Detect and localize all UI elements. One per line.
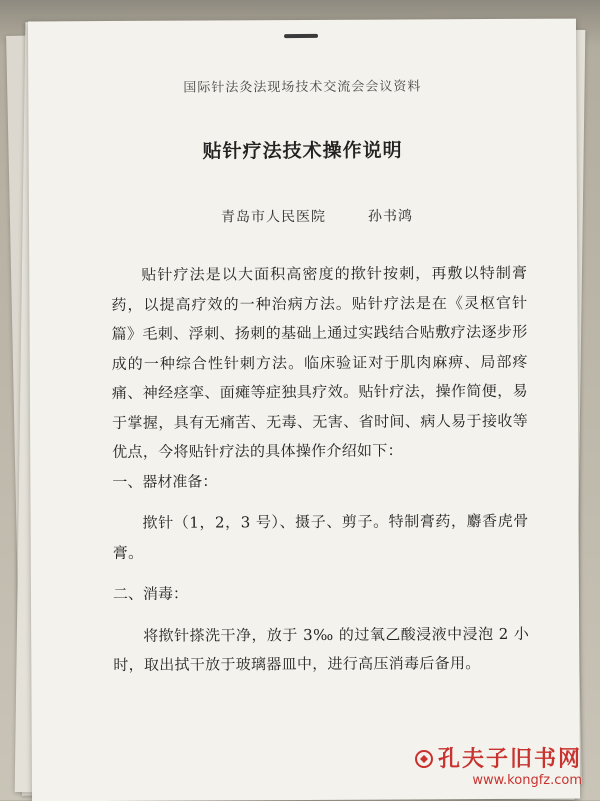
- watermark-logo-icon: [414, 749, 434, 773]
- document-body: [111, 259, 529, 681]
- document-title: 贴针疗法技术操作说明: [202, 139, 403, 163]
- watermark-title: [414, 742, 582, 774]
- staple: [284, 34, 318, 38]
- byline: [221, 205, 413, 226]
- section-body: 揿针（1，2，3 号）、摄子、剪子。特制膏药，麝香虎骨膏。: [112, 511, 529, 562]
- watermark-text: 孔夫子旧书网: [437, 746, 582, 772]
- section-heading: 一、器材准备：: [112, 471, 218, 491]
- section-heading: 二、消毒：: [112, 584, 189, 604]
- conference-title: 国际针法灸法现场技术交流会会议资料: [183, 79, 422, 96]
- watermark-url: www.kongfz.com: [472, 773, 582, 788]
- author: 孙书鸿: [367, 208, 414, 225]
- intro-paragraph: 贴针疗法是以大面积高密度的揿针按刺，再敷以特制膏药，以提高疗效的一种治病方法。贴针疗法是在《灵枢官针篇》毛刺、浮刺、扬刺的基础上通过实践结合贴敷疗法逐步形成的一种综合性针刺方法。临床验证对于肌肉麻痹、局部疼痛、神经痉挛、面瘫等症独具疗效。贴针疗法，操作简便，易于掌握，具有无痛苦、无毒、无害、省时间、病人易于接收等优点，今将贴针疗法的具体操作介绍如下：: [111, 263, 529, 462]
- institution: 青岛市人民医院: [220, 208, 327, 226]
- watermark: [414, 742, 582, 789]
- section-body: 将揿针搽洗干净，放于 3‰ 的过氧乙酸浸液中浸泡 2 小时，取出拭干放于玻璃器皿中，进行高压消毒后备用。: [113, 624, 530, 675]
- document-page: [28, 19, 580, 801]
